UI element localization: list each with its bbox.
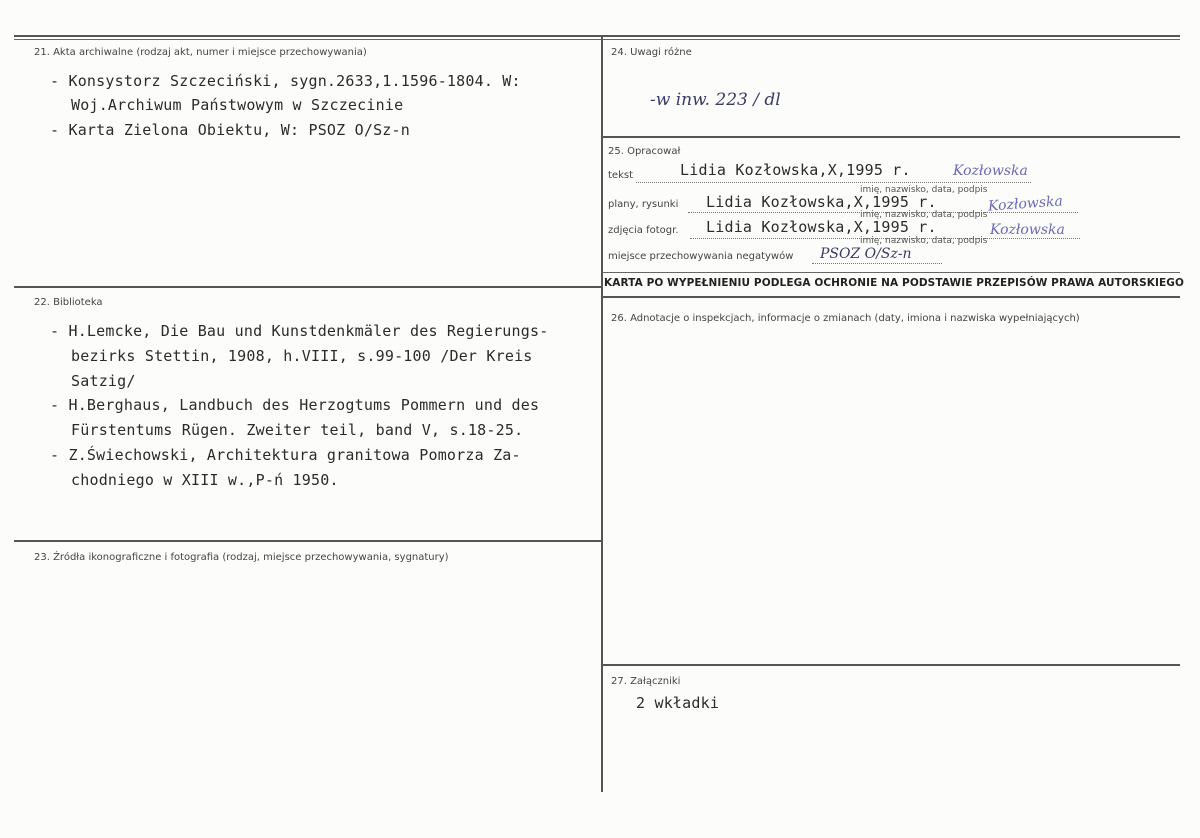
row-zdjecia-caption: imię, nazwisko, data, podpis [860, 236, 988, 246]
section-21-label: 21. Akta archiwalne (rodzaj akt, numer i miejsce przechowywania) [34, 47, 367, 58]
negatives-dots [812, 263, 942, 264]
section-26-label: 26. Adnotacje o inspekcjach, informacje o zmianach (daty, imiona i nazwiska wypełniających) [611, 313, 1080, 324]
section-21-line-3: - Karta Zielona Obiektu, W: PSOZ O/Sz-n [50, 121, 410, 139]
divider-22-23 [14, 540, 602, 542]
note-rule-bottom [602, 296, 1180, 298]
center-divider [601, 36, 603, 792]
note-rule-top [602, 272, 1180, 273]
divider-24-25 [602, 136, 1180, 138]
copyright-note: KARTA PO WYPEŁNIENIU PODLEGA OCHRONIE NA PODSTAWIE PRZEPISÓW PRAWA AUTORSKIEGO [604, 277, 1185, 289]
row-zdjecia-value: Lidia Kozłowska,X,1995 r. [706, 218, 937, 236]
row-plany-caption: imię, nazwisko, data, podpis [860, 210, 988, 220]
top-rule [14, 35, 1180, 37]
row-tekst-label: tekst [608, 170, 633, 181]
divider-26-27 [602, 664, 1180, 666]
section-27-value: 2 wkładki [636, 694, 720, 712]
section-22-line-7: chodniego w XIII w.,P-ń 1950. [71, 471, 339, 489]
row-tekst-signature: Kozłowska [953, 163, 1028, 179]
section-24-label: 24. Uwagi różne [611, 47, 692, 58]
row-plany-label: plany, rysunki [608, 199, 679, 210]
row-zdjecia-label: zdjęcia fotogr. [608, 225, 679, 236]
row-plany-value: Lidia Kozłowska,X,1995 r. [706, 193, 937, 211]
divider-21-22 [14, 286, 602, 288]
negatives-value: PSOZ O/Sz-n [820, 246, 912, 262]
negatives-label: miejsce przechowywania negatywów [608, 251, 794, 262]
top-rule-inner [14, 39, 1180, 40]
section-21-line-1: - Konsystorz Szczeciński, sygn.2633,1.1596-1804. W: [50, 72, 521, 90]
section-25-label: 25. Opracował [608, 146, 681, 157]
row-plany-signature: Kozłowska [987, 193, 1064, 215]
section-22-line-6: - Z.Świechowski, Architektura granitowa Pomorza Za- [50, 446, 521, 464]
row-tekst-caption: imię, nazwisko, data, podpis [860, 185, 988, 195]
section-22-label: 22. Biblioteka [34, 297, 103, 308]
section-22-line-5: Fürstentums Rügen. Zweiter teil, band V, s.18-25. [71, 421, 524, 439]
section-22-line-4: - H.Berghaus, Landbuch des Herzogtums Pommern und des [50, 396, 540, 414]
row-tekst-value: Lidia Kozłowska,X,1995 r. [680, 161, 911, 179]
section-23-label: 23. Źródła ikonograficzne i fotografia (rodzaj, miejsce przechowywania, sygnatury) [34, 552, 449, 563]
section-22-line-3: Satzig/ [71, 372, 136, 390]
section-24-handwriting: -w inw. 223 / dl [650, 90, 781, 110]
section-22-line-2: bezirks Stettin, 1908, h.VIII, s.99-100 /Der Kreis [71, 347, 533, 365]
section-21-line-2: Woj.Archiwum Państwowym w Szczecinie [71, 96, 404, 114]
row-zdjecia-signature: Kozłowska [990, 222, 1065, 238]
row-tekst-dots [636, 182, 1031, 183]
section-22-line-1: - H.Lemcke, Die Bau und Kunstdenkmäler des Regierungs- [50, 322, 549, 340]
section-27-label: 27. Załączniki [611, 676, 681, 687]
